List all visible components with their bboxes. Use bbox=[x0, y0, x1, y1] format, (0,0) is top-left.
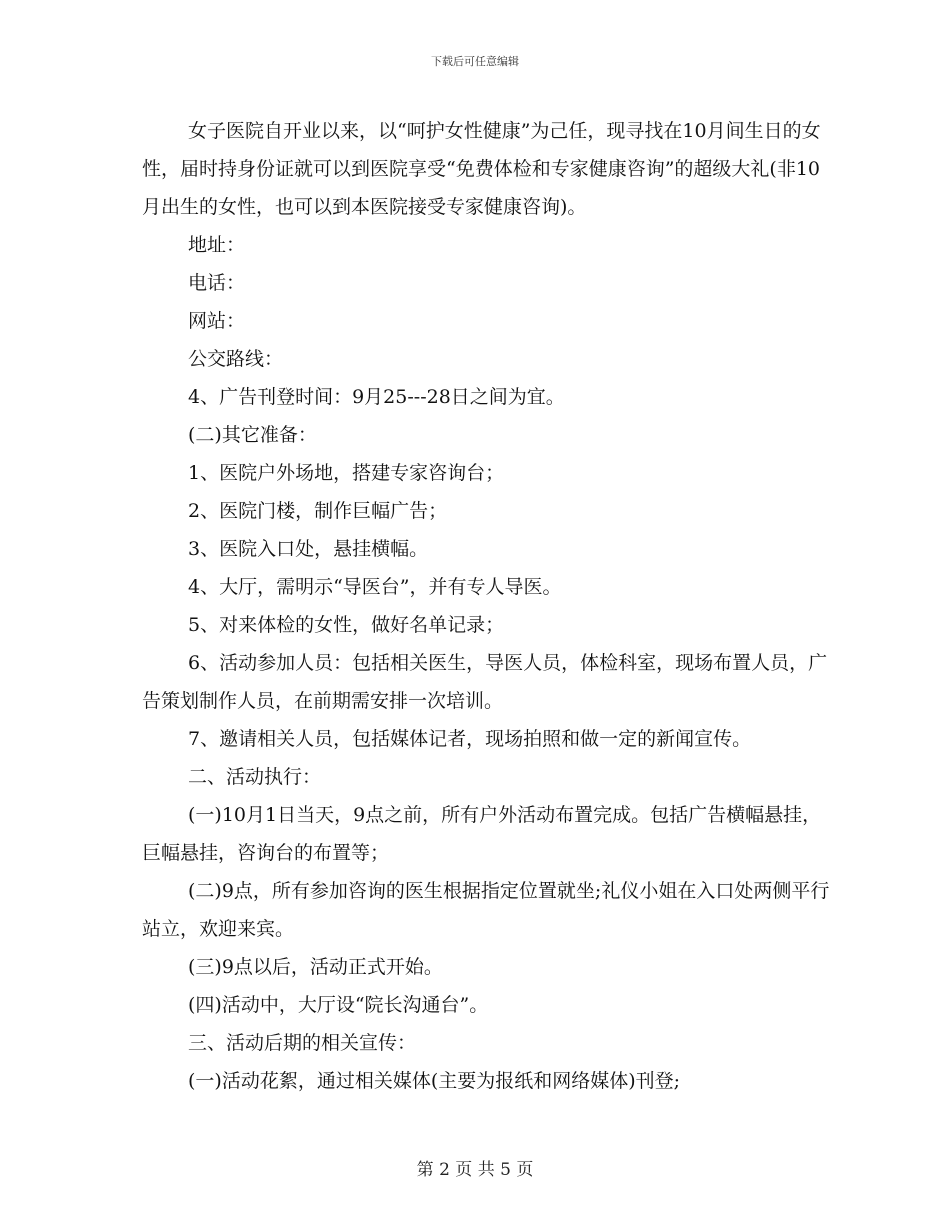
list-item: (三)9点以后，活动正式开始。 bbox=[188, 956, 443, 978]
list-item: 6、活动参加人员：包括相关医生，导医人员，体检科室，现场布置人员，广告策划制作人员，在前期需安排一次培训。 bbox=[142, 652, 828, 712]
paragraph-ad-time: 4、广告刊登时间：9月25---28日之间为宜。 bbox=[188, 386, 565, 408]
list-item: 5、对来体检的女性，做好名单记录； bbox=[188, 614, 505, 636]
document-body bbox=[142, 112, 832, 1100]
list-item: 2、医院门楼，制作巨幅广告； bbox=[188, 500, 448, 522]
section-other-prep: (二)其它准备： bbox=[188, 424, 317, 446]
list-item: 1、医院户外场地，搭建专家咨询台； bbox=[188, 462, 505, 484]
paragraph-phone: 电话： bbox=[188, 272, 246, 294]
list-item: 7、邀请相关人员，包括媒体记者，现场拍照和做一定的新闻宣传。 bbox=[188, 728, 752, 750]
list-item: (一)10月1日当天，9点之前，所有户外活动布置完成。包括广告横幅悬挂，巨幅悬挂，咨询台的布置等； bbox=[142, 804, 822, 864]
list-item: 4、大厅，需明示“导医台”，并有专人导医。 bbox=[188, 576, 562, 598]
section-execution: 二、活动执行： bbox=[188, 766, 322, 788]
page-header-note: 下载后可任意编辑 bbox=[431, 55, 519, 68]
list-item: (一)活动花絮，通过相关媒体(主要为报纸和网络媒体)刊登; bbox=[188, 1070, 681, 1092]
list-item: (四)活动中，大厅设“院长沟通台”。 bbox=[188, 994, 489, 1016]
paragraph-intro: 女子医院自开业以来，以“呵护女性健康”为己任，现寻找在10月间生日的女性，届时持身份证就可以到医院享受“免费体检和专家健康咨询”的超级大礼(非10月出生的女性，也可以到本医院接受专家健康咨询)。 bbox=[142, 120, 821, 218]
section-post-publicity: 三、活动后期的相关宣传： bbox=[188, 1032, 417, 1054]
paragraph-bus-route: 公交路线： bbox=[188, 348, 284, 370]
paragraph-website: 网站： bbox=[188, 310, 246, 332]
paragraph-address: 地址： bbox=[188, 234, 246, 256]
list-item: 3、医院入口处，悬挂横幅。 bbox=[188, 538, 429, 560]
page-number-footer: 第 2 页 共 5 页 bbox=[416, 1160, 534, 1180]
list-item: (二)9点，所有参加咨询的医生根据指定位置就坐;礼仪小姐在入口处两侧平行站立，欢迎来宾。 bbox=[142, 880, 830, 940]
